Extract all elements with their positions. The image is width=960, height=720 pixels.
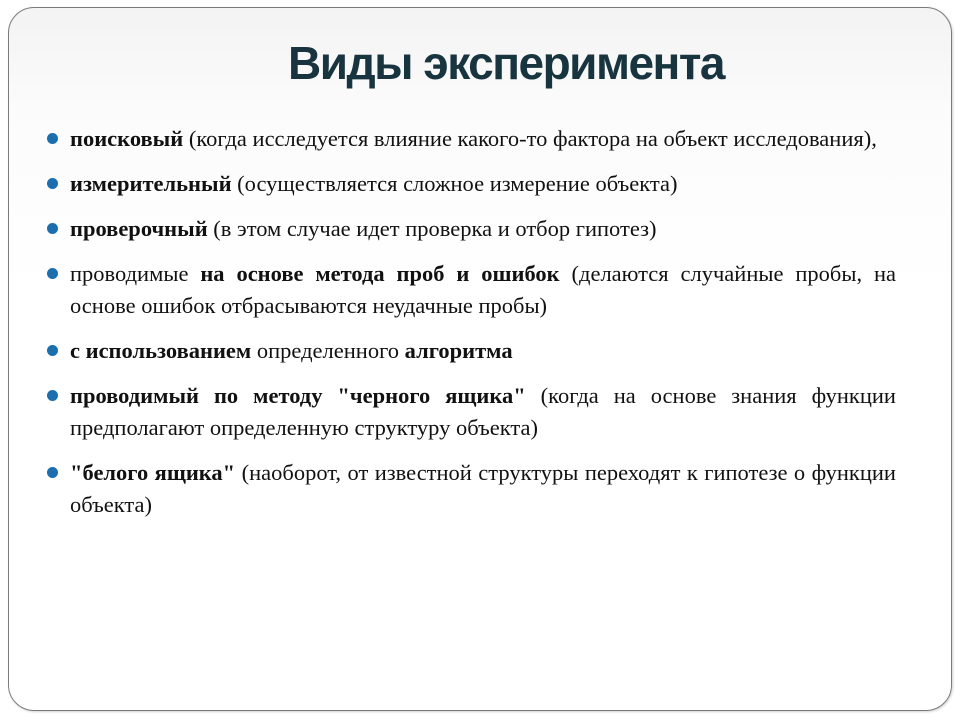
bullet-term: с использованием bbox=[70, 338, 252, 363]
bullet-text: (осуществляется сложное измерение объекта) bbox=[231, 171, 678, 196]
bullet-text: (когда исследуется влияние какого-то фактора на объект исследования), bbox=[183, 126, 877, 151]
bullet-term: "белого ящика" bbox=[70, 460, 236, 485]
bullet-text: (в этом случае идет проверка и отбор гипотез) bbox=[207, 216, 657, 241]
bullet-term: проводимый по методу "черного ящика" bbox=[70, 383, 526, 408]
bullet-list bbox=[46, 123, 896, 534]
bullet-text: (делаются случайные пробы, на основе ошибок отбрасываются неудачные пробы) bbox=[70, 261, 896, 318]
bullet-term: поисковый bbox=[70, 126, 184, 151]
bullet-dot-icon bbox=[47, 345, 58, 356]
bullet-dot-icon bbox=[47, 268, 58, 279]
slide-title: Виды эксперимента bbox=[288, 37, 724, 89]
bullet-term: измерительный bbox=[70, 171, 232, 196]
bullet-text: проводимые bbox=[70, 261, 201, 286]
bullet-measuring bbox=[46, 168, 896, 200]
bullet-dot-icon bbox=[47, 223, 58, 234]
bullet-text: (когда на основе знания функции предполагают определенную структуру объекта) bbox=[70, 383, 896, 440]
bullet-algorithm bbox=[46, 335, 896, 367]
bullet-verifying bbox=[46, 213, 896, 245]
bullet-term: проверочный bbox=[70, 216, 208, 241]
bullet-search bbox=[46, 123, 896, 155]
bullet-term: на основе метода проб и ошибок bbox=[200, 261, 560, 286]
bullet-black-box bbox=[46, 380, 896, 444]
bullet-dot-icon bbox=[47, 178, 58, 189]
bullet-dot-icon bbox=[47, 390, 58, 401]
bullet-term: алгоритма bbox=[404, 338, 513, 363]
bullet-dot-icon bbox=[47, 467, 58, 478]
bullet-text: (наоборот, от известной структуры переходят к гипотезе о функции объекта) bbox=[70, 460, 896, 517]
bullet-trial-and-error bbox=[46, 258, 896, 322]
bullet-text: определенного bbox=[251, 338, 405, 363]
bullet-white-box bbox=[46, 457, 896, 521]
bullet-dot-icon bbox=[47, 133, 58, 144]
